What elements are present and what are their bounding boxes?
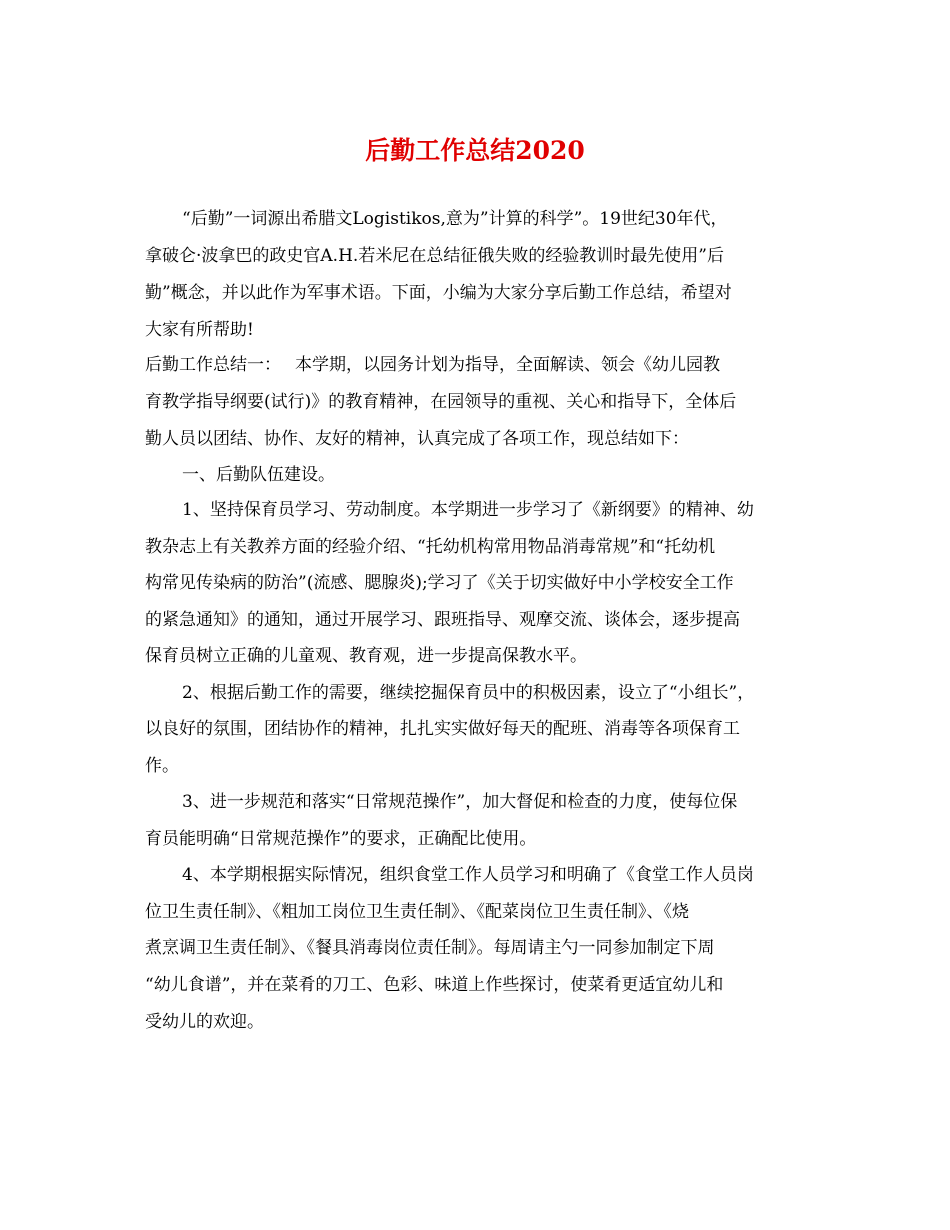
paragraph-line: 3、进一步规范和落实“日常规范操作”，加大督促和检查的力度，使每位保 xyxy=(182,792,738,812)
document-title: 后勤工作总结2020 xyxy=(365,136,585,165)
paragraph-line: 位卫生责任制》、《粗加工岗位卫生责任制》、《配菜岗位卫生责任制》、《烧 xyxy=(145,902,689,922)
paragraph-line: 作。 xyxy=(145,756,179,776)
paragraph-line: 育教学指导纲要(试行)》的教育精神，在园领导的重视、关心和指导下，全体后 xyxy=(145,392,737,412)
paragraph-line: 1、坚持保育员学习、劳动制度。本学期进一步学习了《新纲要》的精神、幼 xyxy=(182,500,754,520)
paragraph-line: 煮烹调卫生责任制》、《餐具消毒岗位责任制》。每周请主勺一同参加制定下周 xyxy=(145,938,715,958)
paragraph-line: 以良好的氛围，团结协作的精神，扎扎实实做好每天的配班、消毒等各项保育工 xyxy=(145,719,740,739)
section-heading: 后勤工作总结一： xyxy=(145,355,281,375)
paragraph-line: 勤”概念，并以此作为军事术语。下面，小编为大家分享后勤工作总结，希望对 xyxy=(145,283,732,303)
paragraph-line: 大家有所帮助! xyxy=(145,320,254,340)
paragraph-line: 的紧急通知》的通知，通过开展学习、跟班指导、观摩交流、谈体会，逐步提高 xyxy=(145,610,740,630)
paragraph-line: 勤人员以团结、协作、友好的精神，认真完成了各项工作，现总结如下： xyxy=(145,429,689,449)
paragraph-line: 本学期，以园务计划为指导，全面解读、领会《幼儿园教 xyxy=(295,355,720,375)
paragraph-line: 受幼儿的欢迎。 xyxy=(145,1012,264,1032)
paragraph-line: “后勤”一词源出希腊文Logistikos,意为”计算的科学”。19世纪30年代， xyxy=(182,209,728,229)
paragraph-line: 拿破仑·波拿巴的政史官A.H.若米尼在总结征俄失败的经验教训时最先使用”后 xyxy=(145,246,725,266)
paragraph-line: 育员能明确“日常规范操作”的要求，正确配比使用。 xyxy=(145,829,537,849)
paragraph-line: 2、根据后勤工作的需要，继续挖掘保育员中的积极因素，设立了“小组长”， xyxy=(182,683,755,703)
paragraph-line: “幼儿食谱”，并在菜肴的刀工、色彩、味道上作些探讨，使菜肴更适宜幼儿和 xyxy=(145,975,724,995)
section-heading: 一、后勤队伍建设。 xyxy=(182,465,335,485)
paragraph-line: 教杂志上有关教养方面的经验介绍、“托幼机构常用物品消毒常规”和“托幼机 xyxy=(145,537,716,557)
paragraph-line: 保育员树立正确的儿童观、教育观，进一步提高保教水平。 xyxy=(145,646,587,666)
paragraph-line: 构常见传染病的防治”(流感、腮腺炎);学习了《关于切实做好中小学校安全工作 xyxy=(145,573,734,593)
paragraph-line: 4、本学期根据实际情况，组织食堂工作人员学习和明确了《食堂工作人员岗 xyxy=(182,865,754,885)
